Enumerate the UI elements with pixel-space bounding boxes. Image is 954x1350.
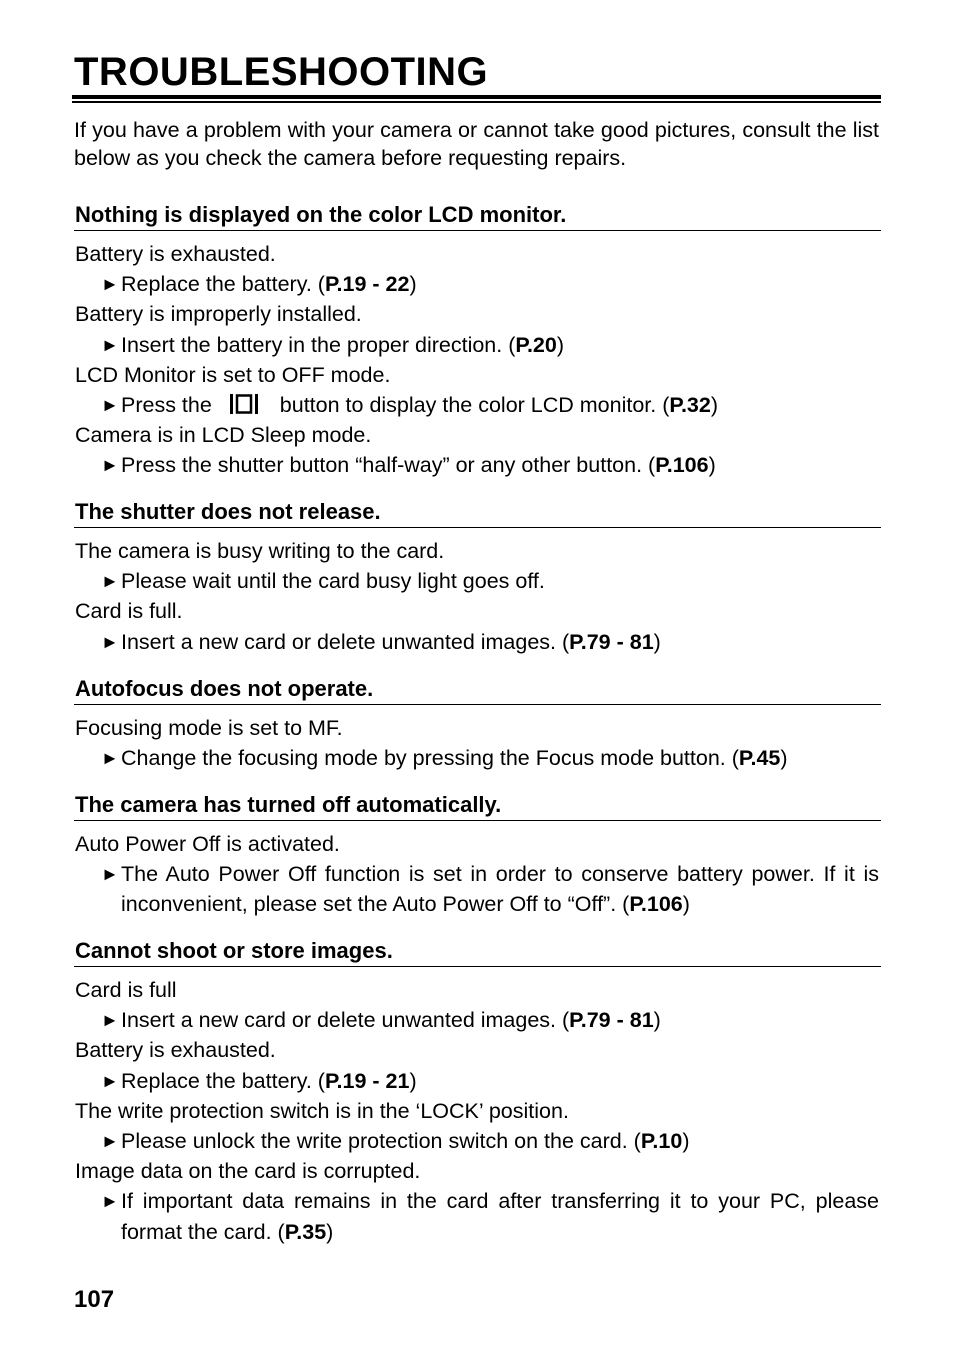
remedy-text: ► Replace the battery. (P.19 - 22) — [74, 269, 881, 299]
remedy-text: ► Insert the battery in the proper direction. (P.20) — [74, 330, 881, 360]
remedy-text: ► Please wait until the card busy light goes off. — [74, 566, 881, 596]
page-number: 107 — [74, 1286, 115, 1313]
section-cannot-shoot — [74, 936, 881, 1247]
cause-text: Image data on the card is corrupted. — [75, 1159, 421, 1184]
title-rule — [72, 95, 881, 103]
arrow-icon: ► — [101, 334, 119, 355]
cause-text: LCD Monitor is set to OFF mode. — [75, 362, 391, 387]
cause-text: Battery is exhausted. — [75, 242, 276, 266]
arrow-icon: ► — [101, 748, 119, 769]
cause-text: Battery is improperly installed. — [75, 302, 362, 327]
section-auto-off — [74, 790, 881, 920]
remedy-text: ► Press the button to display the color LCD monitor. (P.32) — [74, 390, 881, 420]
remedy-text: ► If important data remains in the card after transferring it to your PC, please format the card. (P.35) — [74, 1186, 881, 1246]
remedy-text: ► Insert a new card or delete unwanted images. (P.79 - 81) — [74, 627, 881, 657]
section-shutter — [74, 497, 881, 657]
section-heading: Cannot shoot or store images. — [74, 936, 881, 967]
arrow-icon: ► — [101, 274, 119, 295]
remedy-text: ► Please unlock the write protection switch on the card. (P.10) — [74, 1126, 881, 1156]
arrow-icon: ► — [101, 1131, 119, 1152]
cause-text: Camera is in LCD Sleep mode. — [75, 423, 372, 448]
cause-text: Card is full — [75, 978, 177, 1002]
cause-text: Battery is exhausted. — [75, 1038, 276, 1063]
section-heading: The camera has turned off automatically. — [74, 790, 881, 821]
section-heading: Nothing is displayed on the color LCD monitor. — [74, 200, 881, 231]
page-reference: P.20 — [515, 332, 557, 357]
section-lcd-blank — [74, 200, 881, 481]
intro-paragraph: If you have a problem with your camera or cannot take good pictures, consult the list below as you check the camera before requesting repairs. — [74, 118, 879, 170]
arrow-icon: ► — [101, 864, 119, 885]
page-reference: P.19 - 22 — [324, 272, 410, 297]
cause-text: Auto Power Off is activated. — [75, 832, 340, 856]
arrow-icon: ► — [101, 571, 119, 592]
page-reference: P.106 — [655, 453, 709, 478]
cause-text: Focusing mode is set to MF. — [75, 716, 343, 740]
page-reference: P.45 — [738, 746, 781, 771]
remedy-text: ► Insert a new card or delete unwanted images. (P.79 - 81) — [74, 1005, 881, 1035]
arrow-icon: ► — [101, 1010, 119, 1031]
arrow-icon: ► — [101, 631, 119, 652]
page-reference: P.79 - 81 — [569, 629, 654, 654]
remedy-text: ► Press the shutter button “half-way” or any other button. (P.106) — [74, 450, 881, 480]
page-reference: P.79 - 81 — [569, 1008, 654, 1033]
page-reference: P.32 — [669, 393, 711, 418]
remedy-text: ► The Auto Power Off function is set in order to conserve battery power. If it is inconvenient, please set the Auto Power Off to “Off”. (P.106) — [74, 859, 881, 919]
arrow-icon: ► — [101, 1191, 119, 1212]
section-autofocus — [74, 674, 881, 773]
page-title: TROUBLESHOOTING — [74, 50, 489, 94]
cause-text: Card is full. — [75, 599, 183, 624]
cause-text: The write protection switch is in the ‘LOCK’ position. — [75, 1098, 569, 1123]
page-reference: P.19 - 21 — [324, 1068, 410, 1093]
section-heading: The shutter does not release. — [74, 497, 881, 528]
remedy-text: ► Change the focusing mode by pressing the Focus mode button. (P.45) — [74, 743, 881, 773]
arrow-icon: ► — [101, 395, 119, 416]
remedy-text: ► Replace the battery. (P.19 - 21) — [74, 1066, 881, 1096]
cause-text: The camera is busy writing to the card. — [75, 539, 445, 563]
page-reference: P.35 — [284, 1219, 327, 1244]
arrow-icon: ► — [101, 1070, 119, 1091]
section-heading: Autofocus does not operate. — [74, 674, 881, 705]
lcd-button-icon — [218, 393, 274, 415]
page-reference: P.106 — [629, 892, 683, 917]
arrow-icon: ► — [101, 455, 119, 476]
page-reference: P.10 — [640, 1129, 683, 1154]
